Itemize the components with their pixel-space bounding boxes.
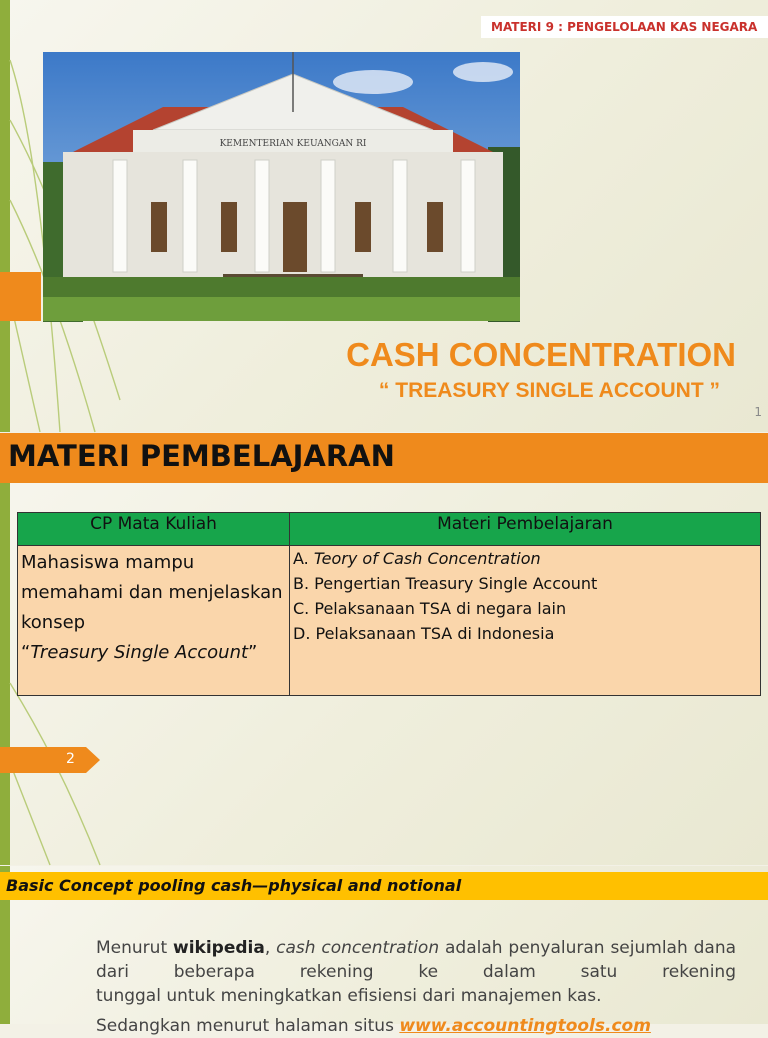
table-header: CP Mata Kuliah <box>18 513 290 546</box>
cp-text-italic: “Treasury Single Account” <box>21 642 258 663</box>
slide-1 <box>0 0 768 432</box>
page-number: 2 <box>66 751 75 767</box>
accountingtools-link[interactable]: www.accountingtools.com <box>399 1016 651 1036</box>
page-number: 1 <box>754 405 762 419</box>
materi-cell <box>290 546 761 696</box>
course-badge: MATERI 9 : PENGELOLAAN KAS NEGARA <box>481 16 768 38</box>
slide-title: MATERI PEMBELAJARAN <box>8 439 395 473</box>
slide-2 <box>0 433 768 865</box>
list-item: C. Pelaksanaan TSA di negara lain <box>293 599 567 618</box>
second-paragraph: Sedangkan menurut halaman situs www.accountingtools.com <box>96 1016 651 1036</box>
slide-subtitle: “ TREASURY SINGLE ACCOUNT ” <box>378 379 720 402</box>
banner-text: Basic Concept pooling cash—physical and notional <box>6 876 462 895</box>
slide-title: CASH CONCENTRATION <box>346 336 736 373</box>
topic-banner <box>0 872 768 900</box>
cp-cell <box>18 546 290 696</box>
paragraph-last-line: tunggal untuk meningkatkan efisiensi dari manajemen kas. <box>96 986 602 1006</box>
slide-3 <box>0 866 768 1036</box>
orange-side-tab <box>0 272 41 321</box>
definition-paragraph: Menurut wikipedia, cash concentration adalah penyaluran sejumlah dana dari beberapa rekening ke dalam satu rekening tunggal untuk meningkatkan efisiensi dari manajemen kas. <box>96 938 737 1006</box>
list-item: D. Pelaksanaan TSA di Indonesia <box>293 624 555 643</box>
title-bar <box>0 433 768 483</box>
list-item: B. Pengertian Treasury Single Account <box>293 574 598 593</box>
learning-table <box>17 512 761 696</box>
building-sign: KEMENTERIAN KEUANGAN RI <box>219 139 367 149</box>
cp-text: Mahasiswa mampu memahami dan menjelaskan konsep <box>21 552 283 633</box>
table-header: Materi Pembelajaran <box>290 513 761 546</box>
building-photo <box>43 52 520 321</box>
page-number-tab <box>0 747 100 773</box>
list-item: A. Teory of Cash Concentration <box>293 549 541 568</box>
